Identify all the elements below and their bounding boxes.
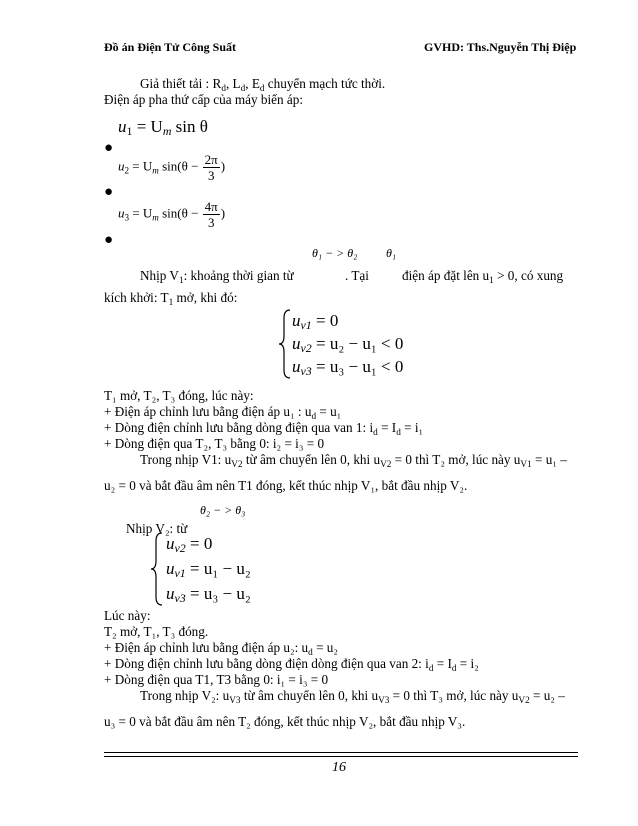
para1-line1: Trong nhịp V1: $u_{V2}$ từ âm chuyển lên 0, khi $u_{V2} = 0$ thì T₂ mở, lúc này $u_{V1} = u_1$ – [140,452,567,469]
page-number: 16 [332,760,346,775]
bullet-2: ● [104,184,114,200]
theta23-label: θ₂ − > θ₃ [200,503,246,517]
equation-u1: $u_1 = U_m$ sin θ [118,117,208,138]
theta1-label: θ₁ [386,246,397,260]
list1-l1: T₁ mở, T₂, T₃ đóng, lúc này: [104,388,254,403]
bullet-3: ● [104,232,114,248]
equation-u2: $u_2 = U_m$ sin(θ − $\frac{2\pi}{3}$ ) [118,152,226,183]
para2-line2: u₃ = 0 và bắt đầu âm nên T₂ đóng, kết thúc nhịp V₂, bắt đầu nhịp V₃. [104,714,466,729]
nhip2-label: Nhịp V₂: từ [126,521,188,536]
system1-brace [278,308,292,380]
list2-l3: + Dòng điện chỉnh lưu bằng dòng điện dòng điện qua van 2: $i_d = I_d = i_2$ [104,656,479,673]
header-left: Đồ án Điện Tử Công Suất [104,40,237,54]
voltage-line: Điện áp pha thứ cấp của máy biến áp: [104,92,304,107]
list1-l3: + Dòng điện chỉnh lưu bằng dòng điện qua van 1: $i_d = I_d = i_1$ [104,420,424,437]
nhip1-d: điện áp đặt lên $u_1 > 0$, có xung [402,268,564,285]
sys2-row-2: $u_{v1} = u_1 - u_2$ [166,559,251,580]
equation-u3: $u_3 = U_m$ sin(θ − $\frac{4\pi}{3}$ ) [118,199,226,230]
list2-l0: Lúc này: [104,608,151,623]
assumption-line: Giả thiết tải : $R_d$, $L_d$, $E_d$ chuyển mạch tức thời. [140,76,386,93]
sys1-row-3: $u_{v3} = u_3 - u_1 < 0$ [292,357,404,378]
footer-rule-thin [104,756,578,757]
para1-line2: u₂ = 0 và bắt đầu âm nên T1 đóng, kết thúc nhịp V₁, bắt đầu nhịp V₂. [104,478,468,493]
list2-l1: T₂ mở, T₁, T₃ đóng. [104,624,209,639]
list1-l2: + Điện áp chỉnh lưu bằng điện áp u₁ : $u_d = u_1$ [104,404,342,421]
sys1-row-2: $u_{v2} = u_2 - u_1 < 0$ [292,334,404,355]
list2-l4: + Dòng điện qua T1, T3 bằng 0: i₁ = i₃ = 0 [104,672,329,687]
system2-brace [150,531,164,607]
list2-l2: + Điện áp chỉnh lưu bằng điện áp u₂: $u_d = u_2$ [104,640,338,657]
list1-l4: + Dòng điện qua T₂, T₃ bằng 0: i₂ = i₃ = 0 [104,436,325,451]
sys2-row-3: $u_{v3} = u_3 - u_2$ [166,584,251,605]
para2-line1: Trong nhịp V₂: $u_{V3}$ từ âm chuyển lên 0, khi $u_{V3} = 0$ thì T₃ mở, lúc này $u_{V2} = u_2$ – [140,688,565,705]
nhip1-line2: kích khởi: $T_1$ mở, khi đó: [104,290,238,307]
nhip1-c: . Tại [345,268,369,283]
header-right: GVHD: Ths.Nguyễn Thị Điệp [424,40,577,54]
bullet-1: ● [104,140,114,156]
nhip1-a: Nhịp $V_1$: khoảng thời gian từ [140,268,294,285]
footer-rule-thick [104,752,578,753]
sys2-row-1: $u_{v2} = 0$ [166,534,213,555]
theta12-label: θ₁ − > θ₂ [312,246,358,260]
sys1-row-1: $u_{v1} = 0$ [292,311,339,332]
